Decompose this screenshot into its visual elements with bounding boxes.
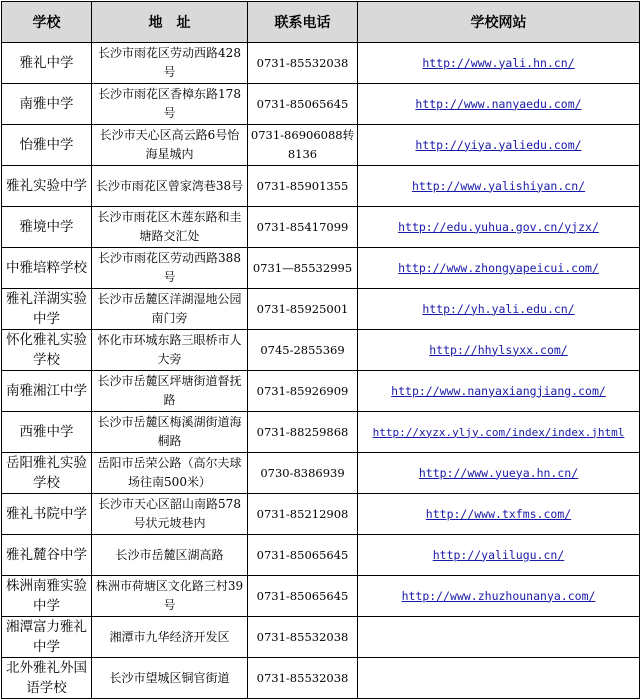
school-name-cell [2,43,92,84]
address-cell-text: 长沙市岳麓区梅溪湖街道海桐路 [97,415,242,448]
school-table [1,1,640,699]
school-name-cell-text: 中雅培粹学校 [6,260,87,276]
school-name-cell-text: 南雅湘江中学 [6,383,87,399]
address-cell-text: 长沙市天心区高云路6号怡海星城内 [99,128,240,161]
phone-cell [248,535,358,576]
address-cell [92,576,248,617]
website-cell-link[interactable]: http://www.yueya.hn.cn/ [418,465,579,480]
address-cell-text: 长沙市岳麓区湖高路 [115,547,224,562]
address-cell-text: 长沙市雨花区劳动西路388号 [98,251,241,284]
website-cell [358,658,640,699]
address-cell [92,248,248,289]
website-cell [358,289,640,330]
website-cell [358,84,640,125]
school-name-cell [2,289,92,330]
address-cell [92,289,248,330]
table-row [2,125,640,166]
school-name-cell [2,576,92,617]
school-name-cell [2,248,92,289]
phone-cell-text: 0731-85417099 [256,219,349,234]
table-row [2,453,640,494]
school-name-cell [2,617,92,658]
school-name-cell [2,166,92,207]
address-cell [92,453,248,494]
phone-cell-text: 0745-2855369 [260,342,345,357]
table-row [2,289,640,330]
address-cell [92,658,248,699]
website-cell-link[interactable]: http://www.nanyaxiangjiang.com/ [391,383,606,398]
school-name-cell [2,412,92,453]
school-name-cell-text: 雅礼书院中学 [6,506,87,522]
website-cell [358,125,640,166]
table-row [2,658,640,699]
table-row [2,43,640,84]
phone-cell [248,248,358,289]
website-cell [358,453,640,494]
phone-cell-text: 0731-85532038 [256,55,349,70]
website-cell [358,330,640,371]
address-cell-text: 怀化市环城东路三眼桥市人大旁 [97,333,242,366]
school-name-cell-text: 株洲南雅实验中学 [6,578,87,614]
address-cell [92,535,248,576]
phone-cell [248,166,358,207]
website-cell [358,535,640,576]
column-header-website: 学校网站 [358,2,640,43]
website-cell [358,166,640,207]
table-row [2,535,640,576]
website-cell-link[interactable]: http://xyzx.yljy.com/index/index.jhtml [372,425,625,439]
address-cell-text: 岳阳市岳荣公路（高尔夫球场往南500米） [97,456,242,489]
website-cell-link[interactable]: http://www.nanyaedu.com/ [415,96,582,111]
phone-cell [248,43,358,84]
address-cell [92,371,248,412]
phone-cell-text: 0731-85212908 [256,506,349,521]
school-name-cell-text: 怀化雅礼实验学校 [6,332,87,368]
website-cell-link[interactable]: http://www.yali.hn.cn/ [422,55,575,70]
website-cell-link[interactable]: http://hhylsyxx.com/ [429,342,568,357]
school-name-cell-text: 雅礼实验中学 [6,178,87,194]
phone-cell [248,658,358,699]
phone-cell-text: 0731-85065645 [256,547,349,562]
table-row [2,412,640,453]
phone-cell-text: 0731-85065645 [256,588,349,603]
school-name-cell-text: 雅礼中学 [19,55,74,71]
address-cell [92,412,248,453]
table-row [2,371,640,412]
address-cell-text: 长沙市望城区铜官街道 [109,670,230,685]
website-cell [358,576,640,617]
school-name-cell-text: 西雅中学 [19,424,74,440]
table-row [2,84,640,125]
table-row [2,576,640,617]
website-cell [358,412,640,453]
website-cell [358,43,640,84]
table-row [2,330,640,371]
address-cell [92,617,248,658]
phone-cell-text: 0731-85926909 [256,383,349,398]
school-name-cell [2,330,92,371]
school-name-cell [2,125,92,166]
address-cell-text: 长沙市天心区韶山南路578号状元坡巷内 [98,497,241,530]
phone-cell [248,371,358,412]
column-header-school: 学校 [2,2,92,43]
address-cell-text: 长沙市雨花区劳动西路428号 [98,46,241,79]
table-row [2,494,640,535]
column-header-address: 地 址 [92,2,248,43]
phone-cell [248,330,358,371]
phone-cell [248,617,358,658]
website-cell-link[interactable]: http://yiya.yaliedu.com/ [415,137,582,152]
school-name-cell-text: 南雅中学 [19,96,74,112]
address-cell [92,125,248,166]
table-header-row [2,2,640,43]
website-cell [358,617,640,658]
column-header-phone: 联系电话 [248,2,358,43]
address-cell [92,84,248,125]
phone-cell [248,412,358,453]
phone-cell-text: 0731-85065645 [256,96,349,111]
phone-cell [248,494,358,535]
school-name-cell-text: 岳阳雅礼实验学校 [6,455,87,491]
address-cell-text: 株洲市荷塘区文化路三村39号 [95,579,244,612]
phone-cell [248,453,358,494]
school-name-cell [2,453,92,494]
phone-cell-text: 0731-86906088转 8136 [250,128,355,161]
address-cell [92,43,248,84]
website-cell-link[interactable]: http://edu.yuhua.gov.cn/yjzx/ [398,219,599,234]
table-body [2,43,640,699]
table-row [2,617,640,658]
phone-cell [248,289,358,330]
phone-cell-text: 0730-8386939 [260,465,345,480]
website-cell-link[interactable]: http://www.zhuzhounanya.com/ [401,588,596,603]
school-name-cell [2,371,92,412]
website-cell-link[interactable]: http://yh.yali.edu.cn/ [422,301,575,316]
website-cell [358,207,640,248]
phone-cell [248,125,358,166]
website-cell-link[interactable]: http://www.yalishiyan.cn/ [411,178,586,193]
school-name-cell [2,207,92,248]
table-row [2,248,640,289]
website-cell-link[interactable]: http://www.txfms.com/ [425,506,572,521]
website-cell-link[interactable]: http://www.zhongyapeicui.com/ [398,260,599,275]
address-cell-text: 长沙市岳麓区洋湖湿地公园南门旁 [97,292,242,325]
phone-cell-text: 0731-85925001 [256,301,349,316]
address-cell-text: 湘潭市九华经济开发区 [109,629,230,644]
phone-cell-text: 0731-85901355 [256,178,349,193]
address-cell-text: 长沙市雨花区香樟东路178号 [98,87,241,120]
school-name-cell [2,84,92,125]
phone-cell-text: 0731-88259868 [256,424,349,439]
website-cell [358,248,640,289]
phone-cell-text: 0731-85532038 [256,670,349,685]
phone-cell [248,576,358,617]
address-cell-text: 长沙市雨花区木莲东路和圭塘路交汇处 [97,210,242,243]
school-name-cell-text: 雅礼麓谷中学 [6,547,87,563]
website-cell [358,494,640,535]
phone-cell [248,207,358,248]
phone-cell-text: 0731—85532995 [252,260,353,275]
address-cell-text: 长沙市岳麓区坪塘街道督抚路 [97,374,242,407]
school-name-cell-text: 怡雅中学 [19,137,74,153]
school-name-cell-text: 北外雅礼外国语学校 [6,660,87,696]
school-name-cell-text: 湘潭富力雅礼中学 [6,619,87,655]
address-cell [92,166,248,207]
school-name-cell [2,494,92,535]
phone-cell-text: 0731-85532038 [256,629,349,644]
table-row [2,166,640,207]
school-name-cell-text: 雅境中学 [19,219,74,235]
address-cell-text: 长沙市雨花区曾家湾巷38号 [95,178,244,193]
school-name-cell-text: 雅礼洋湖实验中学 [6,291,87,327]
school-name-cell [2,535,92,576]
school-name-cell [2,658,92,699]
address-cell [92,494,248,535]
address-cell [92,207,248,248]
address-cell [92,330,248,371]
table-row [2,207,640,248]
website-cell [358,371,640,412]
website-cell-link[interactable]: http://yalilugu.cn/ [432,547,565,562]
phone-cell [248,84,358,125]
